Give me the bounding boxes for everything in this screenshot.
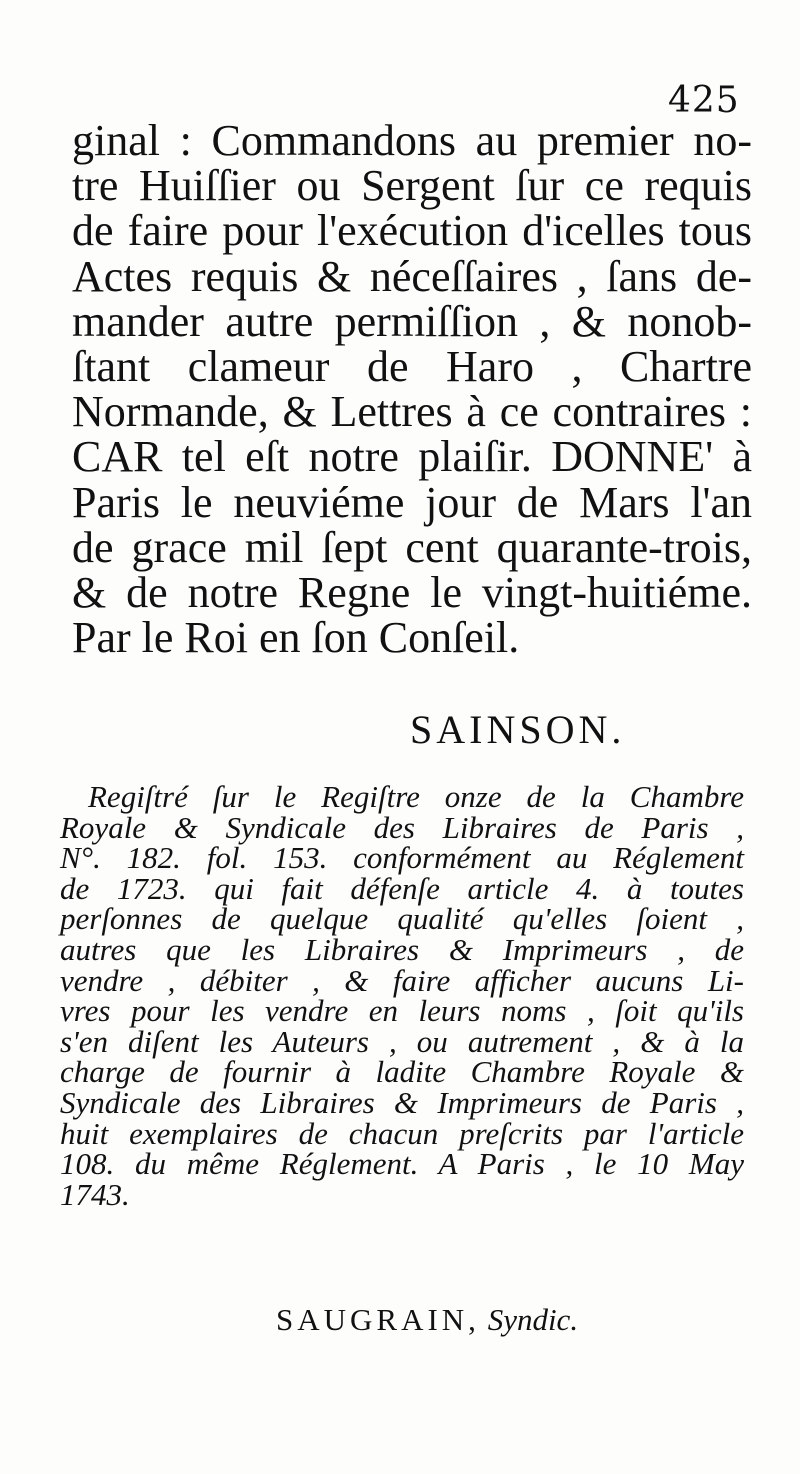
registry-line: vres pour les vendre en leurs noms , ſoit qu'ils	[60, 993, 744, 1029]
text-line: CAR tel eſt notre plaiſir. DONNE' à	[72, 432, 752, 482]
text-line: Normande, & Lettres à ce contraires :	[72, 387, 752, 437]
registry-line: huit exemplaires de chacun preſcrits par l'article	[60, 1115, 744, 1151]
registry-line: 1743.	[60, 1176, 130, 1212]
text-line: de faire pour l'exécution d'icelles tous	[72, 206, 752, 256]
registry-line: Syndicale des Libraires & Imprimeurs de Paris ,	[60, 1084, 744, 1120]
signature-sainson: SAINSON.	[410, 707, 626, 752]
text-line: mander autre permiſſion , & nonob-	[72, 296, 752, 346]
registry-line: charge de fournir à ladite Chambre Royale &	[60, 1054, 744, 1090]
text-line: & de notre Regne le vingt-huitiéme.	[72, 568, 752, 618]
registry-line: vendre , débiter , & faire afficher aucuns Li-	[60, 962, 744, 998]
registry-line: N°. 182. fol. 153. conformément au Réglement	[60, 840, 744, 876]
registry-line: autres que les Libraires & Imprimeurs , de	[60, 931, 744, 967]
text-line: tre Huiſſier ou Sergent ſur ce requis	[72, 161, 752, 211]
registry-line: de 1723. qui fait défenſe article 4. à toutes	[60, 870, 744, 906]
main-text-block	[72, 116, 752, 663]
text-line: Actes requis & néceſſaires , ſans de-	[72, 251, 752, 301]
syndic-title: Syndic.	[487, 1302, 579, 1337]
text-line: ginal : Commandons au premier no-	[72, 116, 752, 165]
registry-line: Royale & Syndicale des Libraires de Paris ,	[60, 809, 744, 845]
syndic-signature	[276, 1302, 578, 1338]
text-line: de grace mil ſept cent quarante-trois,	[72, 522, 752, 572]
text-line: ſtant clameur de Haro , Chartre	[72, 342, 752, 392]
registry-line: 108. du même Réglement. A Paris , le 10 May	[60, 1146, 744, 1182]
registry-text-block	[60, 779, 744, 1212]
syndic-name: SAUGRAIN,	[276, 1302, 480, 1337]
registry-line: s'en diſent les Auteurs , ou autrement , & à la	[60, 1023, 744, 1059]
registry-line: Regiſtré ſur le Regiſtre onze de la Chambre	[88, 779, 744, 814]
text-line: Paris le neuviéme jour de Mars l'an	[72, 477, 752, 527]
registry-line: perſonnes de quelque qualité qu'elles ſoient ,	[60, 901, 744, 937]
text-line: Par le Roi en ſon Conſeil.	[72, 613, 520, 663]
page-number: 425	[668, 80, 740, 121]
